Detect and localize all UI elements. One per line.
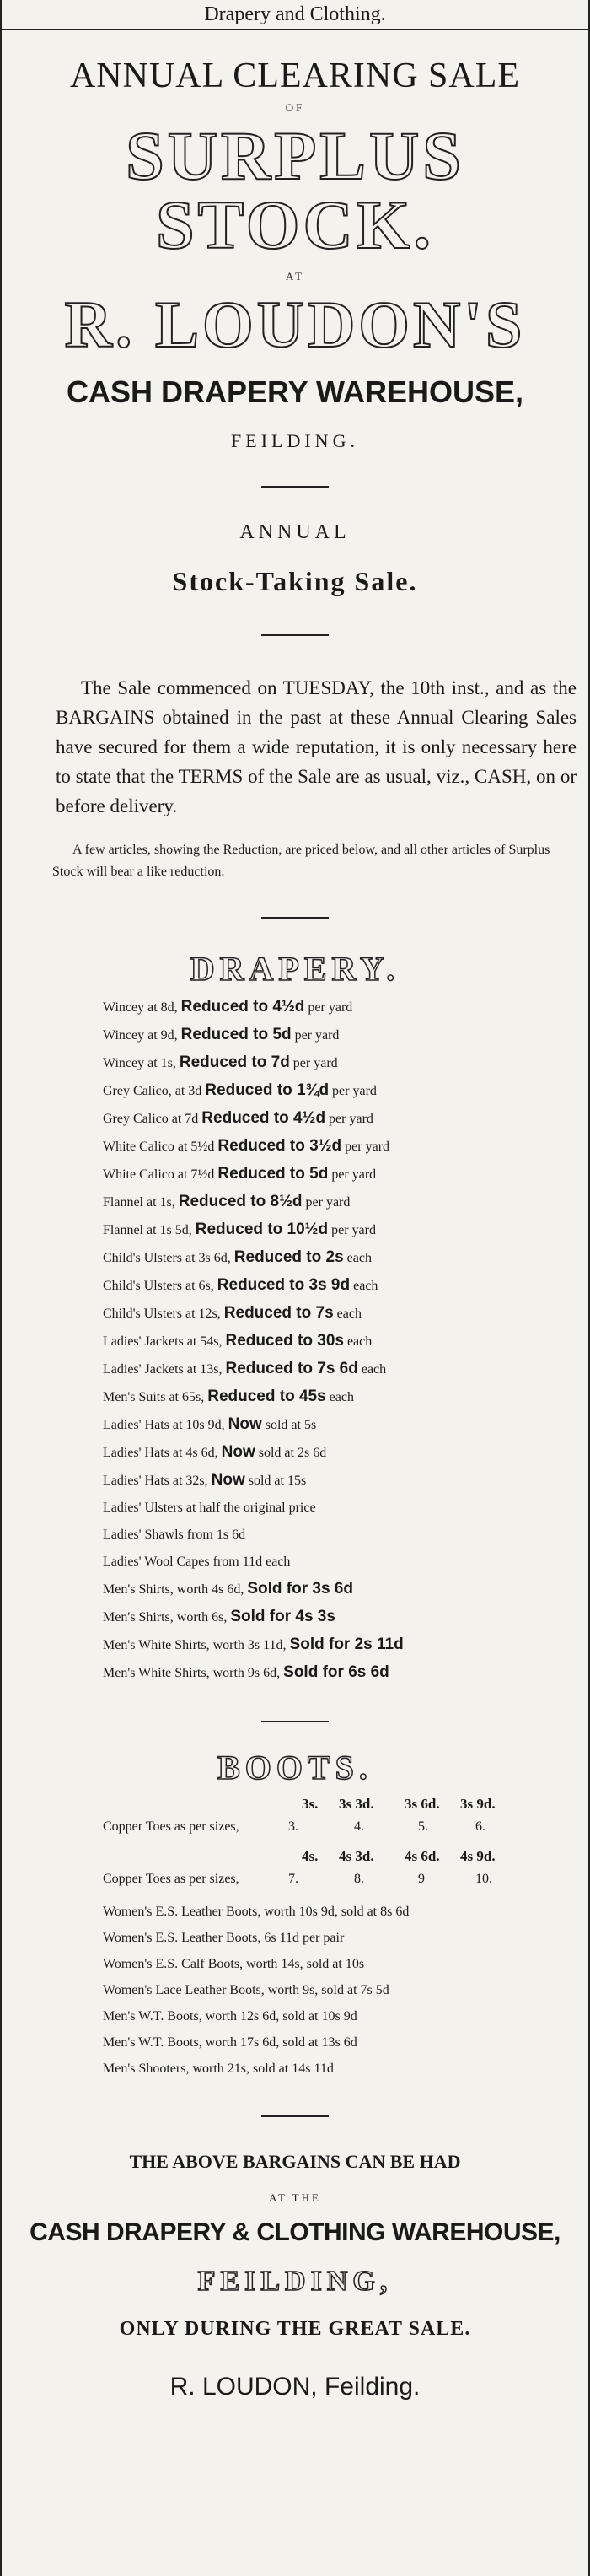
footer-bargains-line: THE ABOVE BARGAINS CAN BE HAD (129, 2151, 461, 2172)
item-reduced-price: Reduced to 8½d (178, 1193, 303, 1210)
drapery-item (2, 1383, 588, 1411)
price-cell: 4s 3d. (339, 1848, 374, 1864)
item-unit: each (361, 1362, 387, 1377)
boots-size-table (2, 1796, 588, 1895)
item-unit: per yard (331, 1223, 376, 1237)
item-reduced-price: Sold for 2s 11d (289, 1636, 404, 1653)
price-cell: 3s 9d. (460, 1796, 496, 1812)
drapery-item (2, 1021, 588, 1049)
drapery-list (2, 994, 588, 1687)
item-unit: per yard (305, 1195, 351, 1210)
footer-at-the: AT THE (269, 2191, 321, 2204)
item-reduced-price: Reduced to 3s 9d (217, 1276, 351, 1294)
signature: R. LOUDON, Feilding. (169, 2373, 421, 2401)
divider (261, 486, 329, 488)
boots-list (2, 1899, 588, 2082)
item-unit: per yard (329, 1112, 373, 1126)
item-reduced-price: Reduced to 10½d (195, 1221, 329, 1238)
headline-cash-drapery-warehouse: CASH DRAPERY WAREHOUSE, (66, 375, 524, 409)
item-unit: sold at 15s (248, 1474, 307, 1488)
boots-item: Women's E.S. Leather Boots, 6s 11d per pair (103, 1931, 345, 1945)
item-unit: per yard (345, 1140, 390, 1154)
item-description: Men's Shirts, worth 4s 6d, (103, 1582, 244, 1597)
drapery-item (2, 1300, 588, 1328)
item-unit: per yard (292, 1056, 338, 1070)
item-description: Ladies' Jackets at 13s, (103, 1362, 223, 1377)
item-reduced-price: Now (221, 1443, 255, 1461)
item-description: White Calico at 7½d (103, 1167, 215, 1182)
boots-size-row-1 (2, 1819, 588, 1843)
item-unit: per yard (308, 1000, 353, 1015)
price-cell: 4s. (302, 1848, 319, 1864)
item-description: Men's Shirts, worth 6s, (103, 1610, 228, 1625)
item-description: Flannel at 1s 5d, (103, 1223, 192, 1237)
size-cell: 4. (354, 1819, 364, 1834)
item-unit: per yard (332, 1084, 377, 1098)
item-reduced-price: Reduced to 5d (217, 1165, 329, 1183)
price-cell: 3s 6d. (405, 1796, 440, 1812)
item-reduced-price: Reduced to 3½d (217, 1137, 342, 1155)
item-description: Men's White Shirts, worth 9s 6d, (103, 1666, 281, 1680)
item-reduced-price: Reduced to 7s (223, 1304, 334, 1322)
drapery-item (2, 1049, 588, 1077)
item-reduced-price: Reduced to 7d (179, 1054, 290, 1071)
item-unit: each (336, 1307, 362, 1321)
drapery-item (2, 1216, 588, 1244)
headline-r-loudons: R. LOUDON'S (64, 288, 526, 361)
size-cell: 6. (475, 1819, 485, 1834)
item-reduced-price: Reduced to 1¾d (205, 1081, 330, 1099)
drapery-item (2, 1603, 588, 1631)
item-description: Wincey at 1s, (103, 1056, 176, 1070)
item-unit: each (346, 1334, 373, 1349)
item-unit: sold at 2s 6d (258, 1446, 327, 1460)
boots-item: Men's Shooters, worth 21s, sold at 14s 11d (103, 2061, 334, 2076)
word-at: AT (286, 270, 304, 283)
item-reduced-price: Sold for 3s 6d (247, 1580, 353, 1598)
item-description: Ladies' Shawls from 1s 6d (103, 1528, 246, 1542)
size-cell: 9 (418, 1872, 425, 1886)
boots-item: Men's W.T. Boots, worth 17s 6d, sold at 13s 6d (103, 2035, 357, 2050)
item-description: Men's Suits at 65s, (103, 1390, 205, 1404)
price-cell: 3s 3d. (339, 1796, 374, 1812)
item-reduced-price: Now (211, 1471, 245, 1489)
item-description: Ladies' Jackets at 54s, (103, 1334, 223, 1349)
divider (261, 917, 329, 919)
copper-toes-label: Copper Toes as per sizes, (103, 1872, 239, 1886)
footer-feilding: FEILDING, (197, 2266, 393, 2297)
item-reduced-price: Sold for 4s 3s (230, 1608, 335, 1625)
item-unit: sold at 5s (265, 1418, 317, 1432)
drapery-title: DRAPERY. (190, 950, 400, 988)
divider (261, 634, 329, 636)
footer-great-sale: ONLY DURING THE GREAT SALE. (119, 2318, 471, 2340)
boots-title: BOOTS. (217, 1749, 373, 1786)
item-reduced-price: Reduced to 2s (233, 1248, 344, 1266)
price-cell: 3s. (302, 1796, 319, 1812)
item-description: Child's Ulsters at 3s 6d, (103, 1251, 231, 1265)
item-description: Ladies' Wool Capes from 11d each (103, 1555, 291, 1569)
drapery-item (2, 994, 588, 1021)
divider (261, 2115, 329, 2117)
item-description: Grey Calico, at 3d (103, 1084, 202, 1098)
size-cell: 10. (475, 1872, 492, 1886)
copper-toes-label: Copper Toes as per sizes, (103, 1819, 239, 1834)
drapery-item (2, 1439, 588, 1467)
item-description: Ladies' Ulsters at half the original price (103, 1501, 316, 1515)
item-description: Men's White Shirts, worth 3s 11d, (103, 1638, 287, 1652)
item-unit: each (329, 1390, 354, 1404)
drapery-item (2, 1105, 588, 1133)
word-of: OF (285, 101, 305, 114)
drapery-item (2, 1272, 588, 1300)
boots-item: Women's E.S. Calf Boots, worth 14s, sold at 10s (103, 1957, 365, 1971)
drapery-item (2, 1077, 588, 1105)
item-description: Wincey at 8d, (103, 1000, 178, 1015)
drapery-item (2, 1467, 588, 1495)
intro-paragraph: The Sale commenced on TUESDAY, the 10th inst., and as the BARGAINS obtained in the past at these Annual Clearing Sales have secured for them a wide reputation, it is only necessary here to state that the TERMS of the Sale are as usual, viz., CASH, on or before delivery. (56, 677, 577, 816)
item-description: Child's Ulsters at 6s, (103, 1279, 214, 1293)
size-cell: 7. (288, 1872, 298, 1886)
drapery-item (2, 1659, 588, 1687)
item-reduced-price: Reduced to 7s 6d (225, 1360, 358, 1377)
headline-annual-clearing-sale: ANNUAL CLEARING SALE (69, 57, 521, 95)
item-reduced-price: Reduced to 4½d (201, 1109, 326, 1127)
item-reduced-price: Reduced to 4½d (180, 998, 305, 1016)
divider (261, 1721, 329, 1722)
drapery-item (2, 1328, 588, 1355)
item-reduced-price: Reduced to 5d (180, 1026, 292, 1043)
headline-surplus-stock: SURPLUS STOCK. (126, 117, 464, 263)
item-description: White Calico at 5½d (103, 1140, 215, 1154)
item-unit: each (353, 1279, 378, 1293)
item-description: Ladies' Hats at 32s, (103, 1474, 208, 1488)
annual-heading: ANNUAL (239, 521, 351, 543)
item-reduced-price: Reduced to 45s (207, 1388, 326, 1405)
boots-item: Men's W.T. Boots, worth 12s 6d, sold at 10s 9d (103, 2009, 357, 2024)
item-description: Child's Ulsters at 12s, (103, 1307, 221, 1321)
boots-price-row-1 (2, 1796, 588, 1819)
size-cell: 8. (354, 1872, 364, 1886)
item-reduced-price: Reduced to 30s (225, 1332, 344, 1350)
size-cell: 3. (288, 1819, 298, 1834)
item-description: Grey Calico at 7d (103, 1112, 199, 1126)
item-description: Ladies' Hats at 10s 9d, (103, 1418, 225, 1432)
item-unit: each (346, 1251, 372, 1265)
item-reduced-price: Now (228, 1415, 262, 1433)
item-description: Ladies' Hats at 4s 6d, (103, 1446, 218, 1460)
drapery-item (2, 1495, 588, 1522)
drapery-item (2, 1549, 588, 1576)
boots-item: Women's E.S. Leather Boots, worth 10s 9d, sold at 8s 6d (103, 1905, 410, 1919)
drapery-item (2, 1188, 588, 1216)
size-cell: 5. (418, 1819, 428, 1834)
boots-size-row-2 (2, 1872, 588, 1895)
item-description: Flannel at 1s, (103, 1195, 175, 1210)
drapery-item (2, 1161, 588, 1188)
drapery-item (2, 1522, 588, 1549)
drapery-item (2, 1631, 588, 1659)
boots-item: Women's Lace Leather Boots, worth 9s, sold at 7s 5d (103, 1983, 389, 1997)
headline-feilding: FEILDING. (231, 430, 359, 451)
item-unit: per yard (331, 1167, 377, 1182)
stock-taking-sale-heading: Stock-Taking Sale. (172, 566, 418, 596)
drapery-item (2, 1133, 588, 1161)
drapery-item (2, 1576, 588, 1603)
footer-warehouse: CASH DRAPERY & CLOTHING WAREHOUSE, (30, 2218, 560, 2246)
item-description: Wincey at 9d, (103, 1028, 178, 1043)
item-unit: per yard (294, 1028, 340, 1043)
reduction-note: A few articles, showing the Reduction, are priced below, and all other articles of Surplus Stock will bear a like reduction. (52, 843, 550, 879)
price-cell: 4s 6d. (405, 1848, 440, 1864)
boots-price-row-2 (2, 1848, 588, 1872)
section-header: Drapery and Clothing. (2, 0, 588, 30)
drapery-item (2, 1411, 588, 1439)
item-reduced-price: Sold for 6s 6d (283, 1663, 389, 1681)
drapery-item (2, 1355, 588, 1383)
price-cell: 4s 9d. (460, 1848, 496, 1864)
drapery-item (2, 1244, 588, 1272)
